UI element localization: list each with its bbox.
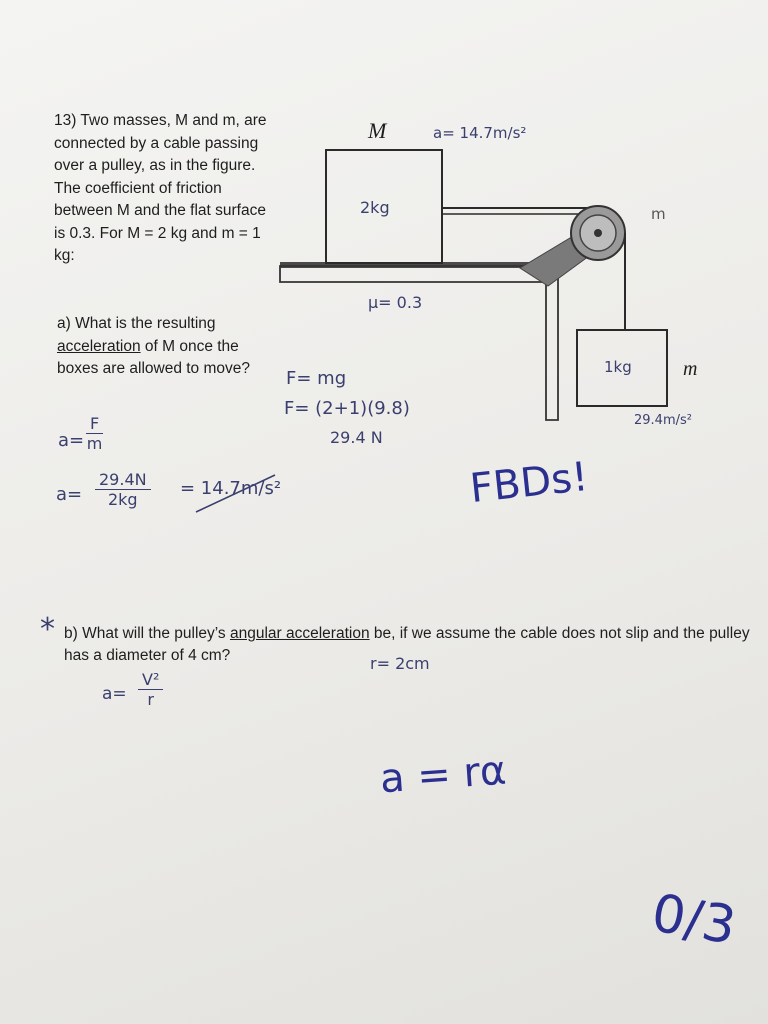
radius-note: r= 2cm xyxy=(370,654,430,673)
table-edge xyxy=(280,266,558,420)
centripetal-label: a= xyxy=(102,684,127,704)
accel-num-2: 29.4N xyxy=(95,470,151,490)
part-b-underlined: angular acceleration xyxy=(229,625,370,642)
mu-note: μ= 0.3 xyxy=(368,293,423,312)
label-pulley-side: m xyxy=(651,205,666,223)
part-b-star-mark: * xyxy=(40,612,55,647)
accel-right-note: 29.4m/s² xyxy=(634,413,692,428)
centripetal-fraction xyxy=(138,670,163,709)
small-box-mass-note: 1kg xyxy=(604,358,632,376)
accel-fraction-2 xyxy=(95,470,151,509)
accel-label-1: a= xyxy=(58,430,85,451)
centripetal-num: V² xyxy=(138,670,163,690)
question-intro: 13) Two masses, M and m, are connected by a cable passing over a pulley, as in the figure. The coefficient of friction between M and the flat surface is 0.3. For M = 2 kg and m = 1 kg: xyxy=(54,112,267,264)
label-small-mass: m xyxy=(683,358,698,380)
grade-mark: 0/3 xyxy=(647,883,741,957)
accel-den-1: m xyxy=(86,434,103,453)
label-big-mass: M xyxy=(368,118,387,143)
accel-result: = 14.7m/s² xyxy=(180,478,282,499)
accel-num-1: F xyxy=(86,414,103,434)
pulley-axle xyxy=(594,229,602,237)
accel-top-note: a= 14.7m/s² xyxy=(433,124,527,142)
part-a-underlined: acceleration xyxy=(57,337,141,355)
accel-fraction-1 xyxy=(86,414,103,453)
big-box-mass-note: 2kg xyxy=(360,198,390,217)
part-a-prefix: a) What is the resulting xyxy=(57,315,216,332)
part-b-suffix: be, if we assume the cable does not slip and the pulley has a diameter of 4 cm? xyxy=(64,625,750,664)
part-b-prefix: b) What will the pulley’s xyxy=(64,625,230,642)
accel-den-2: 2kg xyxy=(107,490,138,509)
centripetal-den: r xyxy=(147,690,154,709)
part-a-suffix: of M once the boxes are allowed to move? xyxy=(57,337,251,377)
angular-accel-eq: a = rα xyxy=(378,747,508,803)
accel-label-2: a= xyxy=(56,484,83,505)
force-result: 29.4 N xyxy=(330,428,383,447)
question-part-a xyxy=(57,313,267,381)
fbd-note: FBDs! xyxy=(467,453,591,513)
force-eq-1: F= mg xyxy=(286,368,347,389)
force-eq-2: F= (2+1)(9.8) xyxy=(284,398,410,419)
